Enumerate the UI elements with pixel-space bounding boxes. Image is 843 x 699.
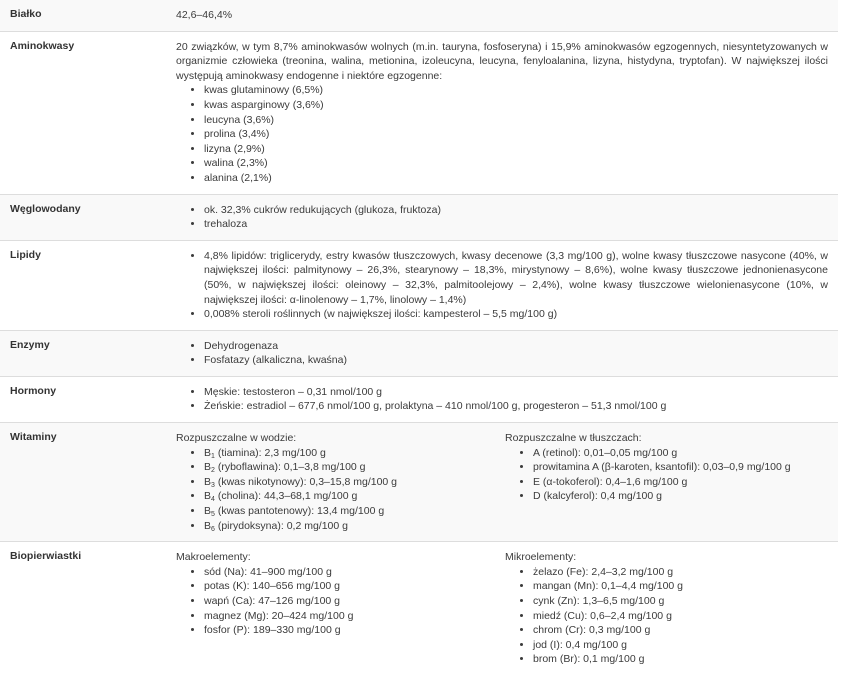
column-heading: Makroelementy:	[176, 551, 251, 564]
water-soluble-list	[176, 446, 499, 534]
lipid-list	[176, 249, 828, 322]
carbohydrate-list	[176, 203, 828, 232]
row-hormony	[0, 377, 838, 423]
row-value: 42,6–46,4%	[176, 9, 233, 21]
row-bialko	[0, 0, 838, 32]
row-witaminy	[0, 423, 838, 542]
list-item: • trehaloza	[204, 217, 828, 232]
list-item: • D (kalcyferol): 0,4 mg/100 g	[533, 489, 828, 504]
list-item: • $B_2$ (ryboflawina): 0,1–3,8 mg/100 g	[204, 460, 499, 475]
list-item: • żelazo (Fe): 2,4–3,2 mg/100 g	[533, 565, 828, 580]
list-item: • 4,8% lipidów: triglicerydy, estry kwasów tłuszczowych, kwasy decenowe (3,3 mg/100 g), wolne kwasy tłuszczowe nasycone (40%, w największej ilości: palmitynowy – 26,3%, stearynowy – 18,3%, mirystynowy – 8,6%), wolne kwasy tłuszczowe jednonienasycone (50%, w największej ilości: oleinowy – 32,3%, palmitoolejowy – 2,4%), wolne kwasy tłuszczowe wielonienasycone (10%, w największej ilości: α-linolenowy – 1,7%, linolowy – 1,4%)	[204, 249, 828, 307]
list-item: • magnez (Mg): 20–424 mg/100 g	[204, 609, 499, 624]
list-item: • $B_5$ (kwas pantotenowy): 13,4 mg/100 g	[204, 504, 499, 519]
list-item: • brom (Br): 0,1 mg/100 g	[533, 652, 828, 667]
list-item: • sód (Na): 41–900 mg/100 g	[204, 565, 499, 580]
row-label: Biopierwiastki	[10, 550, 82, 563]
row-label: Enzymy	[10, 338, 50, 351]
list-item: • kwas asparginowy (3,6%)	[204, 98, 828, 113]
list-item: • walina (2,3%)	[204, 156, 828, 171]
row-label: Lipidy	[10, 248, 41, 261]
list-item: • wapń (Ca): 47–126 mg/100 g	[204, 594, 499, 609]
row-label: Hormony	[10, 384, 57, 397]
row-enzymy	[0, 331, 838, 377]
microelements-list	[505, 565, 828, 667]
fat-soluble-column	[499, 431, 828, 533]
hormone-list	[176, 385, 828, 414]
macroelements-list	[176, 565, 499, 638]
row-description: 20 związków, w tym 8,7% aminokwasów wolnych (m.in. tauryna, fosfoseryna) i 15,9% aminokwasów egzogennych, niesyntetyzowanych w organizmie człowieka (treonina, walina, metionina, izoleucyna, leucyna, fenyloalanina, lizyna, histydyna, tryptofan). W największej ilości występują aminokwasy endogenne i niektóre egzogenne:	[176, 40, 828, 82]
list-item: • miedź (Cu): 0,6–2,4 mg/100 g	[533, 609, 828, 624]
list-item: • cynk (Zn): 1,3–6,5 mg/100 g	[533, 594, 828, 609]
list-item: • E (α-tokoferol): 0,4–1,6 mg/100 g	[533, 475, 828, 490]
list-item: • $B_3$ (kwas nikotynowy): 0,3–15,8 mg/100 g	[204, 475, 499, 490]
list-item: • lizyna (2,9%)	[204, 142, 828, 157]
row-aminokwasy	[0, 32, 838, 195]
row-biopierwiastki	[0, 542, 838, 675]
column-heading: Mikroelementy:	[505, 551, 577, 564]
row-label: Aminokwasy	[10, 39, 75, 52]
water-soluble-column	[176, 431, 499, 533]
row-lipidy	[0, 241, 838, 331]
list-item: • Żeńskie: estradiol – 677,6 nmol/100 g, prolaktyna – 410 nmol/100 g, progesteron – 51,3 nmol/100 g	[204, 399, 828, 414]
list-item: • Fosfatazy (alkaliczna, kwaśna)	[204, 353, 828, 368]
column-heading: Rozpuszczalne w tłuszczach:	[505, 432, 642, 445]
macroelements-column	[176, 550, 499, 667]
list-item: • chrom (Cr): 0,3 mg/100 g	[533, 623, 828, 638]
list-item: • A (retinol): 0,01–0,05 mg/100 g	[533, 446, 828, 461]
row-label: Witaminy	[10, 431, 57, 444]
list-item: • potas (K): 140–656 mg/100 g	[204, 579, 499, 594]
list-item: • mangan (Mn): 0,1–4,4 mg/100 g	[533, 579, 828, 594]
list-item: • kwas glutaminowy (6,5%)	[204, 83, 828, 98]
list-item: • 0,008% steroli roślinnych (w największej ilości: kampesterol – 5,5 mg/100 g)	[204, 307, 828, 322]
list-item: • prowitamina A (β-karoten, ksantofil): 0,03–0,9 mg/100 g	[533, 460, 828, 475]
row-label: Węglowodany	[10, 202, 81, 215]
list-item: • $B_1$ (tiamina): 2,3 mg/100 g	[204, 446, 499, 461]
list-item: • fosfor (P): 189–330 mg/100 g	[204, 623, 499, 638]
list-item: • leucyna (3,6%)	[204, 113, 828, 128]
amino-acid-list	[176, 83, 828, 185]
list-item: • alanina (2,1%)	[204, 171, 828, 186]
list-item: • Dehydrogenaza	[204, 339, 828, 354]
row-label: Białko	[10, 8, 42, 20]
enzyme-list	[176, 339, 828, 368]
list-item: • ok. 32,3% cukrów redukujących (glukoza, fruktoza)	[204, 203, 828, 218]
list-item: • jod (I): 0,4 mg/100 g	[533, 638, 828, 653]
row-weglowodany	[0, 195, 838, 241]
fat-soluble-list	[505, 446, 828, 504]
column-heading: Rozpuszczalne w wodzie:	[176, 432, 297, 445]
list-item: • $B_4$ (cholina): 44,3–68,1 mg/100 g	[204, 489, 499, 504]
list-item: • prolina (3,4%)	[204, 127, 828, 142]
list-item: • $B_6$ (pirydoksyna): 0,2 mg/100 g	[204, 519, 499, 534]
microelements-column	[499, 550, 828, 667]
list-item: • Męskie: testosteron – 0,31 nmol/100 g	[204, 385, 828, 400]
